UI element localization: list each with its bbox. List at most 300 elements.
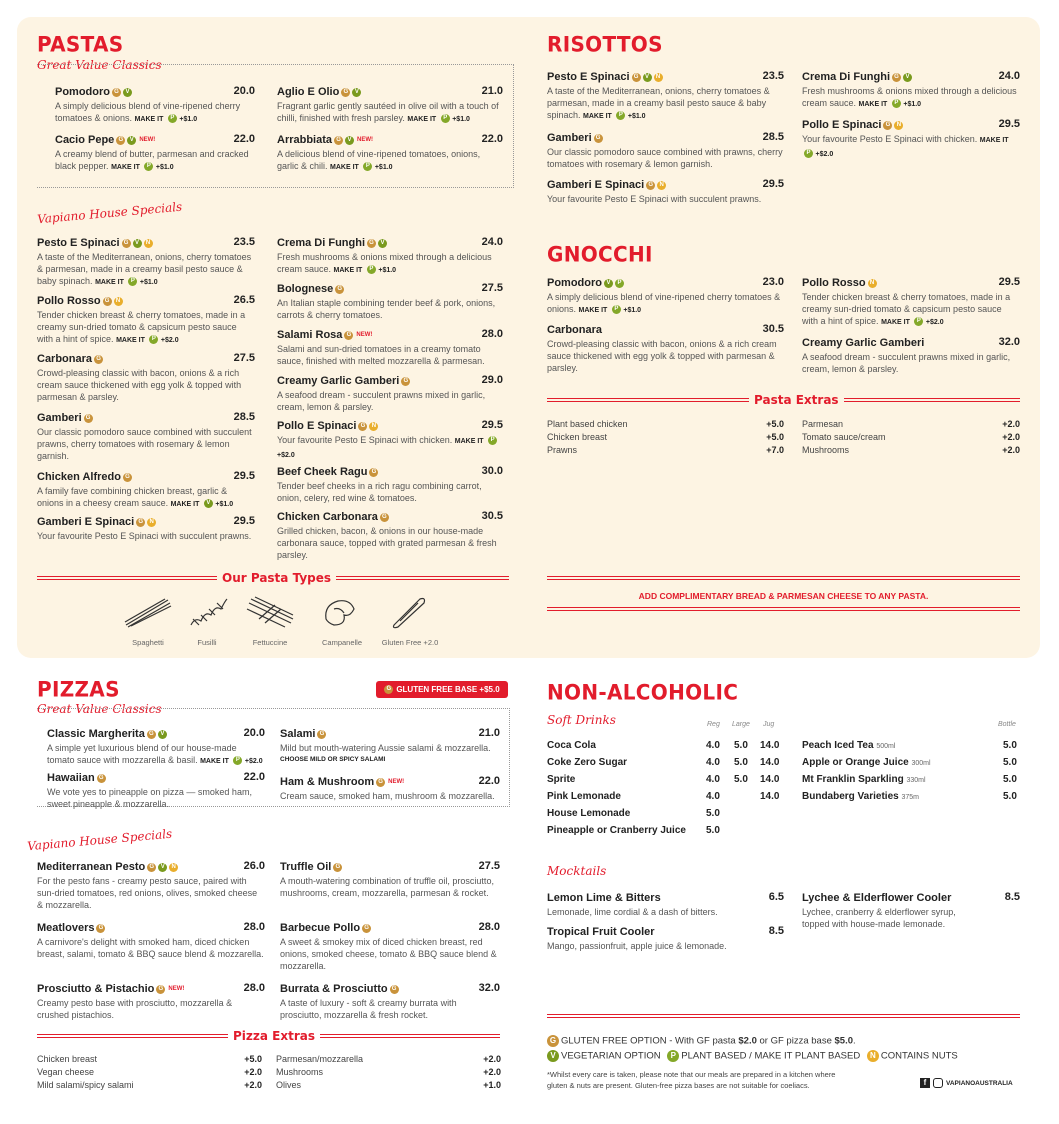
gluten-free-icon: G — [367, 239, 376, 248]
nuts-legend-text: CONTAINS NUTS — [880, 1050, 958, 1062]
item-price: 22.0 — [478, 775, 500, 787]
bottle-drink — [802, 774, 926, 785]
item-desc: Tender chicken breast & cherry tomatoes, made in a creamy sun-dried tomato & capsicum pesto sauce with a hint of spice. — [802, 292, 1011, 326]
non-alcoholic-title: NON-ALCOHOLIC — [547, 679, 739, 705]
item-name: Lychee & Elderflower Cooler — [802, 892, 952, 904]
item-price: 21.0 — [481, 85, 503, 97]
disclaimer-line: gluten & nuts are present. Gluten-free pizza bases are not suitable for coeliacs. — [547, 1081, 810, 1090]
drink-name: Pink Lemonade — [547, 791, 621, 802]
plant-based-icon: P — [804, 149, 813, 158]
menu-item — [802, 336, 1020, 375]
extra-name: Mild salami/spicy salami — [37, 1080, 134, 1090]
gluten-free-icon: G — [369, 468, 378, 477]
item-name: Tropical Fruit Cooler — [547, 926, 655, 938]
item-name: Ham & Mushroom — [280, 776, 375, 788]
extra-price: +2.0 — [1002, 419, 1020, 429]
vegetarian-icon: V — [352, 88, 361, 97]
drink-name: Mt Franklin Sparkling — [802, 774, 904, 785]
drink-name: Coke Zero Sugar — [547, 757, 628, 768]
item-price: 30.5 — [481, 510, 503, 522]
extra-row — [802, 432, 1020, 442]
pizzas-title: PIZZAS — [37, 676, 120, 702]
gluten-free-base-badge — [376, 681, 508, 698]
extra-row — [547, 419, 784, 429]
item-name: Pollo E Spinaci — [802, 119, 882, 131]
item-desc: Your favourite Pesto E Spinaci with chicken. — [802, 134, 978, 144]
plant-based-icon: P — [441, 114, 450, 123]
menu-item — [280, 775, 500, 802]
item-name: Gamberi — [547, 132, 592, 144]
social-block — [920, 1078, 1013, 1088]
item-name: Gamberi E Spinaci — [547, 179, 645, 191]
make-it-label: MAKE IT — [116, 337, 145, 344]
drink-price: 5.0 — [1003, 774, 1017, 785]
menu-item — [280, 727, 500, 763]
item-name: Arrabbiata — [277, 134, 333, 146]
item-name: Aglio E Olio — [277, 86, 340, 98]
item-name: Meatlovers — [37, 922, 95, 934]
plant-based-icon: P — [914, 317, 923, 326]
item-price: 23.0 — [762, 276, 784, 288]
menu-item — [37, 236, 255, 289]
item-price: 32.0 — [478, 982, 500, 994]
item-price: 26.0 — [243, 860, 265, 872]
gluten-free-icon: G — [94, 355, 103, 364]
item-name: Salami — [280, 728, 316, 740]
pizza-extras-title: Pizza Extras — [228, 1029, 320, 1043]
make-it-label: MAKE IT — [578, 307, 608, 314]
make-it-label: MAKE IT — [111, 164, 140, 171]
gluten-free-icon: G — [156, 985, 165, 994]
plant-based-icon: P — [616, 111, 625, 120]
menu-item — [55, 85, 255, 126]
menu-item — [277, 374, 503, 413]
new-badge: NEW! — [168, 986, 185, 992]
drink-name: House Lemonade — [547, 808, 631, 819]
make-it-label: MAKE IT — [858, 101, 888, 108]
drink-price-jug: 14.0 — [760, 791, 780, 802]
item-price: 22.0 — [243, 771, 265, 783]
gf-legend-text: . — [853, 1035, 856, 1047]
item-desc: Our classic pomodoro sauce combined with succulent prawns, cherry tomatoes with rosemary & lemon garnish. — [37, 427, 252, 461]
gluten-free-icon: G — [103, 297, 112, 306]
item-price: 29.5 — [998, 118, 1020, 130]
item-name: Bolognese — [277, 283, 334, 295]
item-desc: Tender chicken breast & cherry tomatoes, made in a creamy sun-dried tomato & capsicum pesto sauce with a hint of spice. — [37, 310, 246, 344]
gluten-free-icon: G — [892, 73, 901, 82]
item-price: 29.5 — [233, 470, 255, 482]
menu-item — [37, 921, 265, 960]
bread-note: ADD COMPLIMENTARY BREAD & PARMESAN CHEESE TO ANY PASTA. — [638, 591, 929, 601]
item-name: Chicken Alfredo — [37, 471, 121, 483]
item-name: Pollo Rosso — [37, 295, 101, 307]
instagram-icon[interactable] — [933, 1078, 943, 1088]
plant-based-icon: P — [892, 99, 901, 108]
vegetarian-icon: V — [903, 73, 912, 82]
gluten-free-icon: G — [380, 513, 389, 522]
item-desc: A delicious blend of vine-ripened tomatoes, onions, garlic & chili. — [277, 149, 481, 171]
gluten-free-icon: G — [97, 774, 106, 783]
pastas-value-label: Great Value Classics — [37, 58, 162, 72]
drink-price-reg: 4.0 — [706, 791, 720, 802]
vegetarian-icon: V — [378, 239, 387, 248]
menu-item — [37, 982, 265, 1021]
menu-item — [547, 178, 784, 205]
make-it-label: MAKE IT — [407, 116, 437, 123]
extra-row — [802, 419, 1020, 429]
item-desc: Mild but mouth-watering Aussie salami & mozzarella. — [280, 743, 491, 753]
drink-size: 300ml — [911, 760, 931, 767]
gluten-free-icon: G — [632, 73, 641, 82]
make-it-label: MAKE IT — [134, 116, 164, 123]
col-header-large: Large — [732, 721, 750, 728]
drink-size: 330ml — [906, 777, 926, 784]
gluten-free-icon: G — [358, 422, 367, 431]
plant-based-icon: P — [612, 305, 621, 314]
item-price: 8.5 — [1004, 891, 1020, 903]
drink-price: 5.0 — [1003, 740, 1017, 751]
make-it-price: +$1.0 — [452, 116, 470, 123]
item-desc: Crowd-pleasing classic with bacon, onions & a rich cream sauce thickened with egg yolk & topped with parmesan & parsley. — [37, 368, 242, 402]
extra-row — [37, 1054, 262, 1064]
make-it-price: +$1.0 — [374, 164, 393, 171]
item-desc: A simply delicious blend of vine-ripened cherry tomatoes & onions. — [547, 292, 781, 314]
item-price: 29.5 — [998, 276, 1020, 288]
extra-row — [37, 1067, 262, 1077]
item-price: 28.0 — [243, 982, 265, 994]
menu-item — [37, 470, 255, 511]
plant-based-icon: P — [363, 162, 372, 171]
item-desc: Your favourite Pesto E Spinaci with chicken. — [277, 435, 453, 445]
menu-item — [547, 131, 784, 170]
item-price: 29.5 — [481, 419, 503, 431]
disclaimer-line: *Whilst every care is taken, please note that our meals are prepared in a kitchen where — [547, 1070, 836, 1079]
facebook-icon[interactable]: f — [920, 1078, 930, 1088]
salami-choice-note: CHOOSE MILD OR SPICY SALAMI — [280, 756, 386, 763]
item-name: Pomodoro — [55, 86, 110, 98]
drink-name: Apple or Orange Juice — [802, 757, 909, 768]
drink-price-reg: 4.0 — [706, 740, 720, 751]
extra-row — [37, 1080, 262, 1090]
vegetarian-icon: V — [133, 239, 142, 248]
plant-based-icon: P — [667, 1050, 679, 1062]
gluten-free-icon: G — [376, 778, 385, 787]
extra-name: Plant based chicken — [547, 419, 628, 429]
menu-item — [280, 921, 500, 972]
extra-price: +2.0 — [244, 1080, 262, 1090]
extra-row — [547, 445, 784, 455]
drink-price-jug: 14.0 — [760, 774, 780, 785]
item-name: Truffle Oil — [280, 861, 332, 873]
menu-item — [277, 328, 503, 367]
bread-divider-bottom — [547, 607, 1020, 611]
menu-item — [802, 276, 1020, 329]
item-name: Gamberi E Spinaci — [37, 516, 135, 528]
item-price: 22.0 — [481, 133, 503, 145]
drink-price: 5.0 — [1003, 791, 1017, 802]
gf-legend-text: GLUTEN FREE OPTION - With GF pasta — [561, 1035, 739, 1047]
item-price: 8.5 — [768, 925, 784, 937]
vegetarian-icon: V — [158, 863, 167, 872]
new-badge: NEW! — [357, 137, 374, 143]
plant-based-icon: P — [367, 265, 376, 274]
plant-based-icon: P — [149, 335, 158, 344]
fettuccine-icon — [245, 595, 295, 629]
gluten-free-icon: G — [335, 285, 344, 294]
gluten-free-icon: G — [384, 685, 393, 694]
pasta-extras-title: Pasta Extras — [749, 393, 844, 407]
make-it-label: MAKE IT — [881, 319, 910, 326]
extra-price: +5.0 — [766, 419, 784, 429]
item-desc: A seafood dream - succulent prawns mixed in garlic, cream, lemon & parsley. — [802, 352, 1011, 374]
make-it-label: MAKE IT — [583, 113, 612, 120]
gluten-free-base-label: GLUTEN FREE BASE +$5.0 — [396, 685, 500, 694]
spaghetti-icon — [123, 595, 173, 629]
gluten-free-icon: G — [84, 414, 93, 423]
col-header-reg: Reg — [707, 721, 720, 728]
menu-item — [277, 133, 503, 174]
item-name: Crema Di Funghi — [277, 237, 366, 249]
make-it-label: MAKE IT — [454, 438, 484, 445]
pasta-types-title: Our Pasta Types — [217, 571, 336, 585]
item-name: Crema Di Funghi — [802, 71, 891, 83]
gluten-free-icon: G — [334, 136, 343, 145]
item-desc: Fragrant garlic gently sautéed in olive oil with a touch of chilli, finished with fresh parsley. — [277, 101, 499, 123]
menu-item — [277, 282, 503, 321]
make-it-price: +$2.0 — [815, 151, 834, 158]
gluten-free-icon: G — [362, 924, 371, 933]
gluten-free-pasta-icon — [390, 595, 430, 629]
make-it-label: MAKE IT — [330, 164, 359, 171]
gluten-free-icon: G — [317, 730, 326, 739]
item-desc: We vote yes to pineapple on pizza — smoked ham, sweet pineapple & mozzarella. — [47, 787, 252, 809]
drink-price-jug: 14.0 — [760, 757, 780, 768]
extra-price: +5.0 — [766, 432, 784, 442]
drink-price: 5.0 — [1003, 757, 1017, 768]
menu-item — [280, 860, 500, 899]
plant-legend-text: PLANT BASED / MAKE IT PLANT BASED — [681, 1050, 861, 1062]
gluten-free-icon: G — [123, 473, 132, 482]
menu-item — [277, 419, 503, 462]
item-desc: Lychee, cranberry & elderflower syrup, topped with house-made lemonade. — [802, 907, 956, 929]
item-desc: For the pesto fans - creamy pesto sauce, paired with sun-dried tomatoes, red onions, olives, smoked cheese & mozzarella. — [37, 876, 258, 910]
make-it-price: +$1.0 — [623, 307, 642, 314]
make-it-price: +$1.0 — [215, 501, 234, 508]
item-price: 30.5 — [762, 323, 784, 335]
menu-item — [37, 352, 255, 403]
drink-name: Peach Iced Tea — [802, 740, 874, 751]
extra-name: Vegan cheese — [37, 1067, 95, 1077]
item-desc: A simply delicious blend of vine-ripened cherry tomatoes & onions. — [55, 101, 241, 123]
make-it-label: MAKE IT — [333, 267, 363, 274]
gluten-free-icon: G — [112, 88, 121, 97]
item-name: Pomodoro — [547, 277, 602, 289]
nuts-icon: N — [654, 73, 663, 82]
item-price: 24.0 — [481, 236, 503, 248]
nuts-icon: N — [144, 239, 153, 248]
menu-item — [547, 891, 784, 918]
gf-pasta-price: $2.0 — [738, 1035, 757, 1047]
extra-name: Chicken breast — [547, 432, 608, 442]
item-name: Burrata & Prosciutto — [280, 983, 388, 995]
extra-name: Parmesan — [802, 419, 844, 429]
item-desc: Fresh mushrooms & onions mixed through a delicious cream sauce. — [802, 86, 1017, 108]
gluten-free-icon: G — [594, 134, 603, 143]
make-it-label: MAKE IT — [170, 501, 200, 508]
item-price: 26.5 — [233, 294, 255, 306]
item-desc: An Italian staple combining tender beef & pork, onions, carrots & cherry tomatoes. — [277, 298, 496, 320]
make-it-price: +$1.0 — [139, 279, 158, 286]
nuts-icon: N — [169, 863, 178, 872]
extra-price: +2.0 — [244, 1067, 262, 1077]
make-it-label: MAKE IT — [95, 279, 124, 286]
menu-item — [37, 860, 265, 911]
bread-divider-top — [547, 576, 1020, 580]
drink-price-reg: 4.0 — [706, 757, 720, 768]
drink-size: 500ml — [876, 743, 896, 750]
item-price: 23.5 — [762, 70, 784, 82]
fusilli-icon — [187, 595, 229, 629]
pasta-type-label: Fettuccine — [252, 638, 288, 647]
footer-divider — [547, 1014, 1020, 1018]
drink-name: Coca Cola — [547, 740, 596, 751]
item-price: 28.0 — [478, 921, 500, 933]
item-name: Carbonara — [547, 324, 603, 336]
risottos-title: RISOTTOS — [547, 31, 663, 57]
vegetarian-icon: V — [123, 88, 132, 97]
menu-item — [547, 925, 784, 952]
extra-price: +7.0 — [766, 445, 784, 455]
extra-price: +2.0 — [1002, 445, 1020, 455]
make-it-price: +$1.0 — [627, 113, 646, 120]
gluten-free-icon: G — [96, 924, 105, 933]
gluten-free-icon: G — [333, 863, 342, 872]
extra-name: Tomato sauce/cream — [802, 432, 886, 442]
gluten-free-icon: G — [116, 136, 125, 145]
menu-item — [277, 85, 503, 126]
make-it-price: +$1.0 — [903, 101, 922, 108]
extra-price: +2.0 — [1002, 432, 1020, 442]
item-price: 28.5 — [233, 411, 255, 423]
pasta-type-label: Fusilli — [197, 638, 217, 647]
diet-legend — [547, 1050, 958, 1062]
gf-pizza-price: $5.0 — [834, 1035, 853, 1047]
item-name: Barbecue Pollo — [280, 922, 361, 934]
item-name: Carbonara — [37, 353, 93, 365]
new-badge: NEW! — [139, 137, 156, 143]
make-it-label: MAKE IT — [979, 137, 1009, 144]
item-desc: Tender beef cheeks in a rich ragu combining carrot, onion, celery, red wine & tomatoes. — [277, 481, 482, 503]
item-desc: Grilled chicken, bacon, & onions in our house-made carbonara sauce, topped with grated parmesan & fresh parsley. — [277, 526, 497, 560]
vegetarian-icon: V — [127, 136, 136, 145]
new-badge: NEW! — [356, 332, 373, 338]
item-name: Hawaiian — [47, 772, 95, 784]
pasta-type-label: Gluten Free +2.0 — [381, 638, 439, 647]
drink-price-reg: 4.0 — [706, 774, 720, 785]
gluten-free-icon: G — [341, 88, 350, 97]
menu-item — [37, 294, 255, 347]
extra-price: +5.0 — [244, 1054, 262, 1064]
plant-based-icon: P — [488, 436, 497, 445]
menu-item — [547, 323, 784, 374]
col-header-jug: Jug — [763, 721, 775, 728]
item-desc: A taste of the Mediterranean, onions, cherry tomatoes & parmesan, made in a creamy basil pesto sauce & baby spinach. — [37, 252, 252, 286]
item-price: 21.0 — [478, 727, 500, 739]
menu-item — [47, 727, 265, 768]
item-desc: A carnivore's delight with smoked ham, diced chicken breast, salami, tomato & BBQ sauce blend & mozzarella. — [37, 937, 264, 959]
menu-item — [277, 465, 503, 504]
gluten-free-icon: G — [547, 1035, 559, 1047]
drink-price-reg: 5.0 — [706, 825, 720, 836]
vegetarian-icon: V — [604, 279, 613, 288]
menu-item — [280, 982, 500, 1021]
item-name: Classic Margherita — [47, 728, 145, 740]
item-name: Mediterranean Pesto — [37, 861, 146, 873]
campanelle-icon — [320, 595, 360, 629]
item-desc: Mango, passionfruit, apple juice & lemonade. — [547, 941, 727, 951]
item-price: 28.5 — [762, 131, 784, 143]
plant-based-icon: P — [168, 114, 177, 123]
item-price: 28.0 — [481, 328, 503, 340]
soft-drinks-label: Soft Drinks — [547, 713, 616, 727]
menu-item — [47, 771, 265, 810]
menu-item — [55, 133, 255, 174]
menu-item — [277, 236, 503, 277]
plant-based-icon: P — [233, 756, 242, 765]
pasta-type-label: Campanelle — [321, 638, 363, 647]
item-desc: Cream sauce, smoked ham, mushroom & mozzarella. — [280, 791, 495, 801]
gnocchi-title: GNOCCHI — [547, 241, 653, 267]
nuts-icon: N — [657, 181, 666, 190]
item-name: Gamberi — [37, 412, 82, 424]
vegetarian-icon: V — [204, 499, 213, 508]
item-price: 28.0 — [243, 921, 265, 933]
extra-row — [276, 1067, 501, 1077]
extra-row — [276, 1054, 501, 1064]
item-desc: A simple yet luxurious blend of our house-made tomato sauce with mozzarella & basil. — [47, 743, 237, 765]
new-badge: NEW! — [388, 779, 405, 785]
extra-name: Prawns — [547, 445, 578, 455]
item-name: Prosciutto & Pistachio — [37, 983, 155, 995]
item-desc: A creamy blend of butter, parmesan and cracked black pepper. — [55, 149, 249, 171]
extra-name: Parmesan/mozzarella — [276, 1054, 364, 1064]
item-name: Pollo Rosso — [802, 277, 866, 289]
item-desc: A taste of the Mediterranean, onions, cherry tomatoes & parmesan, made in a creamy basil pesto sauce & baby spinach. — [547, 86, 770, 120]
item-price: 22.0 — [233, 133, 255, 145]
gluten-free-icon: G — [136, 518, 145, 527]
vegetarian-icon: V — [643, 73, 652, 82]
extra-name: Chicken breast — [37, 1054, 98, 1064]
item-desc: Creamy pesto base with prosciutto, mozzarella & crushed pistachios. — [37, 998, 233, 1020]
gluten-free-icon: G — [147, 863, 156, 872]
nuts-icon: N — [894, 121, 903, 130]
gluten-free-icon: G — [401, 377, 410, 386]
item-desc: A sweet & smokey mix of diced chicken breast, red onions, smoked cheese, tomato & BBQ sauce blend & mozzarella. — [280, 937, 497, 971]
pizzas-house-label: Vapiano House Specials — [26, 826, 173, 854]
make-it-label: MAKE IT — [200, 758, 229, 765]
nuts-icon: N — [868, 279, 877, 288]
social-handle: VAPIANOAUSTRALIA — [946, 1079, 1013, 1087]
pastas-title: PASTAS — [37, 31, 124, 57]
gluten-free-icon: G — [344, 331, 353, 340]
gluten-free-legend — [547, 1035, 856, 1047]
drink-price-large: 5.0 — [734, 740, 748, 751]
nuts-icon: N — [114, 297, 123, 306]
item-name: Beef Cheek Ragu — [277, 466, 368, 478]
item-name: Pesto E Spinaci — [37, 237, 120, 249]
plant-based-icon: P — [615, 279, 624, 288]
extra-row — [276, 1080, 501, 1090]
